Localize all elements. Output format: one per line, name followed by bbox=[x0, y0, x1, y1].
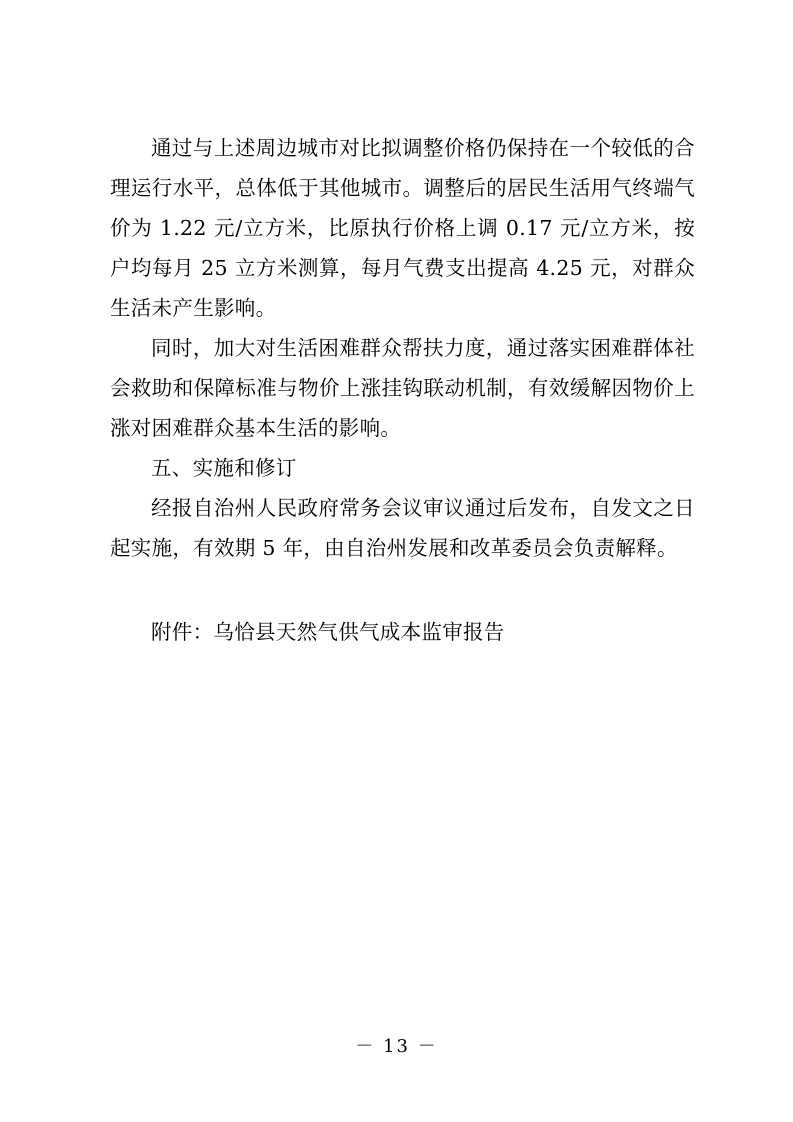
paragraph-2: 同时，加大对生活困难群众帮扶力度，通过落实困难群体社会救助和保障标准与物价上涨挂钩联动机制，有效缓解因物价上涨对困难群众基本生活的影响。 bbox=[110, 336, 695, 440]
paragraph-1: 通过与上述周边城市对比拟调整价格仍保持在一个较低的合理运行水平，总体低于其他城市。调整后的居民生活用气终端气价为 1.22 元/立方米，比原执行价格上调 0.17 元/立方米，按户均每月 25 立方米测算，每月气费支出提高 4.25 元，对群众生活未产生影响。 bbox=[110, 136, 695, 320]
page-number: － 13 － bbox=[355, 1036, 438, 1057]
section-heading-5: 五、实施和修订 bbox=[151, 456, 297, 480]
paragraph-3: 经报自治州人民政府常务会议审议通过后发布，自发文之日起实施，有效期 5 年，由自治州发展和改革委员会负责解释。 bbox=[110, 496, 695, 560]
attachment-line: 附件：乌恰县天然气供气成本监审报告 bbox=[151, 620, 505, 644]
document-body bbox=[110, 128, 695, 673]
